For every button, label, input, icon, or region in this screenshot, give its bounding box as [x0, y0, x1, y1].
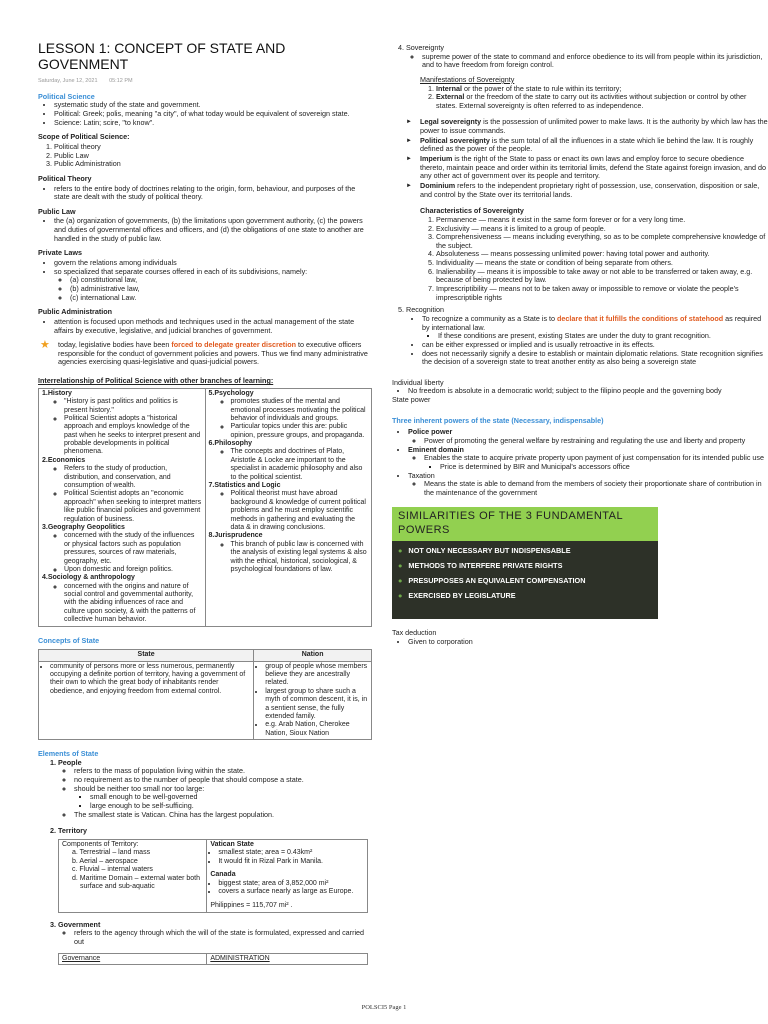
branch-list	[42, 398, 202, 457]
list-item: • systematic study of the state and government.	[54, 101, 372, 110]
list-item: ◦ promotes studies of the mental and emotional processes motivating the political behavior of individuals and groups.	[231, 398, 369, 423]
list-item: a. Terrestrial – land mass	[72, 849, 151, 857]
list-item: ◦ (b) administrative law,	[70, 285, 372, 294]
list-item: ◦ Particular topics under this are: public opinion, pressure groups, and propaganda.	[231, 423, 369, 440]
list-item: ► Legal sovereignty is the possession of unlimited power to make laws. It is the authority by which law has the power to issue commands.	[404, 118, 768, 135]
column-header: ADMINISTRATION	[207, 953, 368, 964]
list-item: 2. Exclusivity — means it is limited to a group of people.	[436, 225, 768, 234]
pubadmin-heading: Public Administration	[38, 307, 113, 317]
similarities-banner	[392, 507, 658, 619]
list-item: • Political: Greek; polis, meaning "a city", of what today would be equivalent of sovereign state.	[54, 110, 372, 119]
elements-list	[38, 759, 372, 965]
vatican-head: Vatican State	[210, 840, 254, 848]
list-item: ◦ Political theorist must have abroad background & knowledge of current political problems and he must employ scientific methods in gathering and evaluating the data & in drawing conclusions.	[231, 490, 369, 532]
concepts-heading: Concepts of State	[38, 635, 100, 645]
page-footer: POLSCI5 Page 1	[361, 1004, 407, 1011]
list-item: 2. External or the freedom of the state to carry out its activities without subjection or control by other states. External sovereignty is often referred to as independence.	[436, 93, 768, 110]
sovereignty-kinds	[404, 118, 768, 199]
gov-table	[58, 953, 368, 965]
territory-right-cell	[207, 839, 368, 912]
pubadmin-note	[38, 341, 372, 367]
list-item: ◦ (a) constitutional law,	[70, 276, 372, 285]
territory-title: Territory	[58, 826, 88, 836]
list-item	[74, 785, 372, 811]
list-item	[406, 306, 768, 366]
list-item: 6. Inalienability — means it is impossible to take away or not able to be transferred or taken away, e.g. because of being protected by law.	[436, 268, 768, 285]
list-item: • largest group to share such a myth of common descent, it is, in a sentient sense, the fully extended family.	[265, 688, 368, 722]
list-item	[408, 428, 768, 445]
list-item: c. Fluvial – internal waters	[72, 866, 153, 874]
theory-list	[38, 185, 372, 202]
note-text: to executive officers responsible for the conduct of government policies and powers. Thus we find many administrative agencies exercising quasi-legislative and quasi-judicial powers.	[58, 340, 368, 367]
list-item: 3. Comprehensiveness — means including everything, so as to be complete comprehensive knowledge of the subject.	[436, 233, 768, 250]
people-sublist	[74, 793, 372, 810]
gov-title: Government	[58, 919, 101, 929]
banner-item: ● NOT ONLY NECESSARY BUT INDISPENSABLE	[398, 547, 652, 556]
list-item: • the (a) organization of governments, (b) the limitations upon government authority, (c) the powers and duties of governmental offices and officers, and (d) the obligations of one state to another are handled in the study of public law.	[54, 217, 372, 243]
list-item: ◦ The smallest state is Vatican. China has the largest population.	[74, 811, 372, 820]
char-heading: Characteristics of Sovereignty	[420, 206, 524, 216]
list-item: • refers to the entire body of doctrines relating to the origin, form, behaviour, and purposes of the state are dealt with the study of political theory.	[54, 185, 372, 202]
concepts-table	[38, 649, 372, 740]
privlaw-heading: Private Laws	[38, 248, 82, 258]
people-title: People	[58, 757, 82, 767]
list-item: ▪ large enough to be self-sufficing.	[90, 802, 372, 811]
police-title: Police power	[408, 427, 453, 437]
list-item	[408, 446, 768, 472]
canada-head: Canada	[210, 871, 236, 879]
list-item: ◦ Enables the state to acquire private property upon payment of just compensation for its intended public use ▪ Price is determined by BIR and Municipal's accessors office	[424, 454, 768, 471]
branch-list	[209, 541, 369, 575]
interrel-right-cell	[205, 388, 372, 626]
banner-title: SIMILARITIES OF THE 3 FUNDAMENTAL POWERS	[392, 507, 658, 541]
list-item: ▪ Price is determined by BIR and Municipal's accessors office	[440, 463, 768, 472]
branch-title: 8.Jurisprudence	[208, 532, 263, 540]
banner-item: ● METHODS TO INTERFERE PRIVATE RIGHTS	[398, 562, 652, 571]
interrel-heading: Interrelationship of Political Science with other branches of learning:	[38, 376, 274, 386]
char-list	[420, 216, 768, 302]
list-item: ◦ The concepts and doctrines of Plato, Aristotle & Locke are important to the specialist in academic philosophy and also to the political scientist.	[231, 448, 369, 482]
list-item: 4. Absoluteness — means possessing unlimited power: having total power and authority.	[436, 250, 768, 259]
pubadmin-list	[38, 318, 372, 335]
list-item: 1. Permanence — means it exist in the same form forever or for a very long time.	[436, 216, 768, 225]
polsci-heading: Political Science	[38, 91, 95, 101]
list-item: ◦ supreme power of the state to command and enforce obedience to its will from people within its jurisdiction, and to have freedom from foreign control.	[422, 53, 768, 70]
sovereignty-list	[392, 44, 768, 70]
banner-item: ● EXERCISED BY LEGISLATURE	[398, 592, 652, 601]
list-item: ◦ "History is past politics and politics is present history."	[64, 398, 202, 415]
people-list	[58, 767, 372, 819]
sovereignty-def	[406, 53, 768, 70]
list-item	[408, 472, 768, 498]
list-item: b. Aerial – aerospace	[72, 857, 138, 865]
list-item: ▪ If these conditions are present, existing States are under the duty to grant recognition.	[438, 332, 768, 341]
list-item: • can be either expressed or implied and is usually retroactive in its effects.	[422, 341, 768, 350]
scope-list	[38, 143, 372, 169]
list-item: ◦ Political Scientist adopts a "historical approach and employs knowledge of the past when he seeks to interpret present and probable developments in political phenomena.	[64, 415, 202, 457]
list-item: ◦ Means the state is able to demand from the members of society their proportionate share of contribution in the maintenance of the government	[424, 480, 768, 497]
list-item-text: should be neither too small nor too large:	[74, 783, 205, 793]
branch-title: 5.Psychology	[208, 389, 254, 397]
list-item: ◦ no requirement as to the number of people that should compose a state.	[74, 776, 372, 785]
territory-components-head: Components of Territory:	[62, 840, 139, 848]
list-item-text: so specialized that separate courses offered in each of its subdivisions, namely:	[54, 266, 308, 276]
star-icon: ★	[40, 339, 50, 352]
branch-list	[42, 465, 202, 524]
branch-title: 2.Economics	[42, 456, 86, 464]
list-item: d. Maritime Domain – external water both surface and sub-aquatic	[72, 874, 200, 890]
note-text: today, legislative bodies have been	[58, 340, 172, 350]
nation-cell	[254, 661, 372, 740]
list-item: 2. Public Law	[54, 152, 372, 161]
list-item: • community of persons more or less numerous, permanently occupying a definite portion of territory, having a government of their own to which the great body of inhabitants render obedience, and enjoying freedom from external control.	[50, 663, 250, 697]
eminent-title: Eminent domain	[408, 444, 464, 454]
list-item: ◦ refers to the agency through which the will of the state is formulated, expressed and carried out	[74, 929, 372, 946]
liberty-heading: Individual liberty	[392, 377, 444, 387]
privlaw-sublist	[54, 276, 372, 302]
liberty-list	[392, 387, 768, 396]
branch-list	[42, 532, 202, 574]
left-column	[38, 40, 372, 965]
branch-list	[209, 448, 369, 482]
note-time: 05:12 PM	[109, 78, 133, 85]
powers-heading: Three inherent powers of the state (Necessary, indispensable)	[392, 415, 604, 425]
banner-item: ● PRESUPPOSES AN EQUIVALENT COMPENSATION	[398, 577, 652, 586]
state-cell	[39, 661, 254, 740]
list-item: ◦ (c) international Law.	[70, 294, 372, 303]
list-item: • Science: Latin; scire, "to know".	[54, 119, 372, 128]
list-item: 3. Public Administration	[54, 160, 372, 169]
page-title: LESSON 1: CONCEPT OF STATE AND GOVENMENT	[38, 40, 286, 73]
list-item: • does not necessarily signify a desire to establish or maintain diplomatic relations. State recognition signifies the decision of a sovereign state to treat another entity as also being a sovereign state	[422, 350, 768, 367]
list-item	[58, 827, 372, 912]
elements-heading: Elements of State	[38, 749, 99, 759]
list-item: 7. Imprescriptibility — means not to be taken away or impossible to remove or violate the people's imprescriptible rights	[436, 285, 768, 302]
branch-title: 3.Geography Geopolitics	[42, 523, 125, 531]
list-item: • To recognize a community as a State is to declare that it fulfills the conditions of statehood as required by international law. ▪ If these conditions are present, existing States are under the duty to grant recognition.	[422, 315, 768, 341]
taxation-title: Taxation	[408, 470, 435, 480]
recognition-list	[392, 306, 768, 366]
taxded-list	[392, 638, 768, 647]
note-date: Saturday, June 12, 2021	[38, 78, 98, 85]
philippines-area: Philippines = 115,707 mi² .	[210, 902, 293, 910]
list-item	[58, 921, 372, 965]
branch-title: 1.History	[42, 389, 72, 397]
note-timestamp	[38, 78, 372, 85]
list-item: • No freedom is absolute in a democratic world; subject to the filipino people and the governing body	[408, 387, 768, 396]
list-item	[54, 268, 372, 303]
branch-list	[209, 398, 369, 440]
list-item: ◦ concerned with the origins and nature of social control and governmental authority, with the abiding influences of race and culture upon society, & with the patterns of collective human behavior.	[64, 583, 202, 625]
list-item: • biggest state; area of 3,852,000 mi²	[218, 880, 364, 888]
list-item: ◦ concerned with the study of the influences or physical factors such as population pressures, sources of raw materials, geography, etc.	[64, 532, 202, 566]
state-power-label: State power	[392, 395, 431, 405]
list-item: ◦ Upon domestic and foreign politics.	[64, 566, 202, 574]
theory-heading: Political Theory	[38, 173, 92, 183]
powers-list	[392, 428, 768, 497]
list-item: ► Imperium is the right of the State to pass or enact its own laws and employ force to secure obedience thereto, maintain peace and order within its territorial limits, defend the State against foreign invasion, and do any other act of government over its people and territory.	[404, 155, 768, 181]
list-item: ► Political sovereignty is the sum total of all the influences in a state which lie behind the law. It is roughly defined as the power of the people.	[404, 137, 768, 154]
taxded-heading: Tax deduction	[392, 628, 437, 638]
branch-list	[42, 583, 202, 625]
publaw-list	[38, 217, 372, 243]
column-header: Nation	[254, 650, 372, 661]
territory-table	[58, 839, 368, 913]
list-item	[58, 759, 372, 819]
list-item: ▪ small enough to be well-governed	[90, 793, 372, 802]
list-item: 1. Internal or the power of the state to rule within its territory;	[436, 85, 768, 94]
territory-left-cell	[59, 839, 207, 912]
column-header: State	[39, 650, 254, 661]
list-item: • smallest state; area = 0.43km²	[218, 849, 364, 857]
sovereignty-title: Sovereignty	[406, 43, 444, 52]
list-item: • group of people whose members believe they are ancestrally related.	[265, 663, 368, 688]
list-item: ◦ Refers to the study of production, distribution, and conservation, and consumption of wealth.	[64, 465, 202, 490]
list-item: • e.g. Arab Nation, Cherokee Nation, Sioux Nation	[265, 721, 368, 738]
scope-heading: Scope of Political Science:	[38, 132, 130, 142]
list-item: 1. Political theory	[54, 143, 372, 152]
list-item: • govern the relations among individuals	[54, 259, 372, 268]
branch-list	[209, 490, 369, 532]
polsci-list	[38, 101, 372, 127]
list-item: ◦ refers to the mass of population living within the state.	[74, 767, 372, 776]
list-item: ► Dominium refers to the independent proprietary right of possession, use, conservation, disposition or sale, and control by the State over its territorial lands.	[404, 182, 768, 199]
note-highlight: forced to delegate greater discretion	[171, 340, 296, 350]
list-item: • It would fit in Rizal Park in Manila.	[218, 858, 364, 866]
list-item: 5. Individuality — means the state or condition of being separate from others.	[436, 259, 768, 268]
interrel-table	[38, 388, 372, 627]
list-item	[406, 44, 768, 70]
recognition-items	[406, 315, 768, 367]
publaw-heading: Public Law	[38, 206, 76, 216]
right-column	[392, 44, 768, 647]
manif-list	[420, 85, 768, 111]
recognition-title: Recognition	[406, 305, 444, 315]
privlaw-list	[38, 259, 372, 302]
list-item: • attention is focused upon methods and techniques used in the actual management of the state affairs by executive, legislative, and judicial branches of government.	[54, 318, 372, 335]
branch-title: 4.Sociology & anthropology	[42, 574, 135, 582]
list-item: ◦ Power of promoting the general welfare by restraining and regulating the use and liberty and property	[424, 437, 768, 446]
branch-title: 6.Philosophy	[208, 440, 253, 448]
gov-list	[58, 929, 372, 946]
manif-heading: Manifestations of Sovereignty	[420, 74, 515, 84]
list-item: • covers a surface nearly as large as Europe.	[218, 888, 364, 896]
list-item: ◦ This branch of public law is concerned with the analysis of existing legal systems & also with the ethical, historical, sociological, & psychological foundations of law.	[231, 541, 369, 575]
interrel-left-cell	[39, 388, 206, 626]
branch-title: 7.Statistics and Logic	[208, 482, 281, 490]
list-item: • Given to corporation	[408, 638, 768, 647]
list-item: ◦ Political Scientist adopts an "economic approach" when seeking to interpret matters like public financial policies and government regulation of business.	[64, 490, 202, 524]
column-header: Governance	[59, 953, 207, 964]
